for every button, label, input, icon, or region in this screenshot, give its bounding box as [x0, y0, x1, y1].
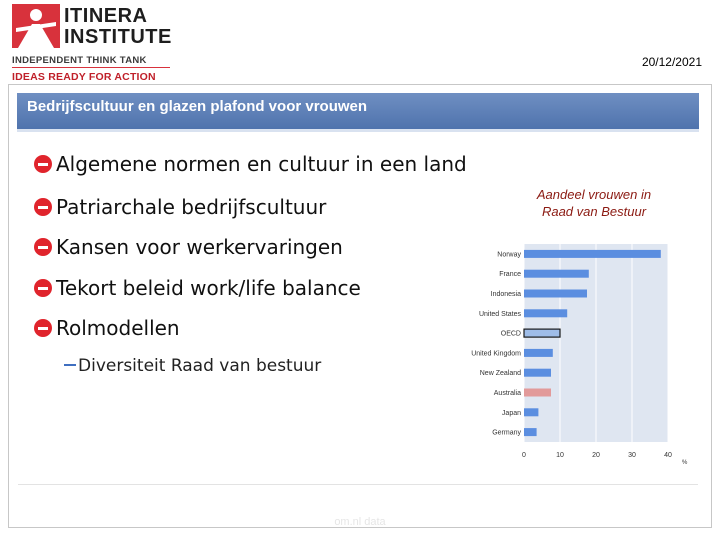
chart-bar: [524, 349, 553, 357]
chart-x-tick-label: 10: [556, 452, 564, 459]
bullet-text: Patriarchale bedrijfscultuur: [56, 195, 327, 219]
footer-divider: [18, 484, 698, 485]
chart-category-label: Germany: [492, 429, 521, 437]
slide-title-bar: [17, 93, 699, 132]
chart-bar: [524, 329, 560, 337]
bullet-text: Rolmodellen: [56, 316, 180, 340]
footer-text: om.nl data: [334, 516, 386, 528]
sub-bullet-dash: [64, 364, 76, 366]
chart-bar: [524, 250, 661, 258]
chart-x-tick-label: 30: [628, 452, 636, 459]
chart-bar: [524, 290, 587, 298]
chart-bar: [524, 389, 551, 397]
sub-bullet-text: Diversiteit Raad van bestuur: [78, 356, 322, 376]
chart-title: Aandeel vrouwen in Raad van Bestuur: [536, 187, 652, 219]
chart-category-label: OECD: [500, 330, 521, 338]
chart-x-unit: %: [682, 460, 688, 466]
bullet-arrow-icon: [34, 198, 52, 216]
chart-x-tick-label: 20: [592, 452, 600, 459]
logo-tagline: INDEPENDENT THINK TANK: [12, 55, 147, 66]
chart-category-label: Australia: [493, 390, 521, 397]
chart-bar: [524, 369, 551, 377]
chart-category-label: United Kingdom: [471, 350, 521, 358]
logo-divider: [12, 67, 170, 68]
slide-date: 20/12/2021: [641, 55, 702, 69]
logo-text-line1: ITINERA: [64, 5, 148, 27]
logo-slogan: IDEAS READY FOR ACTION: [12, 71, 156, 83]
bullet-text: Algemene normen en cultuur in een land: [56, 152, 467, 176]
bullet-arrow-icon: [34, 319, 52, 337]
chart-bar: [524, 408, 538, 416]
chart-bar: [524, 270, 589, 278]
chart-x-tick-label: 0: [522, 452, 526, 459]
itinera-logo-icon: [12, 4, 60, 48]
chart-category-label: United States: [478, 310, 521, 318]
bar-chart: [456, 242, 688, 470]
bullet-arrow-icon: [34, 238, 52, 256]
chart-bar: [524, 309, 567, 317]
chart-category-label: France: [499, 271, 521, 279]
bullet-text: Tekort beleid work/life balance: [56, 276, 361, 300]
chart-category-label: Norway: [497, 251, 521, 259]
chart-category-label: Indonesia: [490, 291, 521, 298]
logo-text-line2: INSTITUTE: [64, 26, 172, 48]
bullet-arrow-icon: [34, 279, 52, 297]
chart-x-tick-label: 40: [664, 452, 672, 459]
bullet-text: Kansen voor werkervaringen: [56, 235, 343, 259]
slide-title: Bedrijfscultuur en glazen plafond voor vrouwen: [27, 98, 368, 115]
chart-bar: [524, 428, 537, 436]
logo: [12, 4, 172, 82]
chart-category-label: Japan: [501, 409, 521, 417]
chart-category-label: New Zealand: [479, 370, 521, 378]
bullet-arrow-icon: [34, 155, 52, 173]
